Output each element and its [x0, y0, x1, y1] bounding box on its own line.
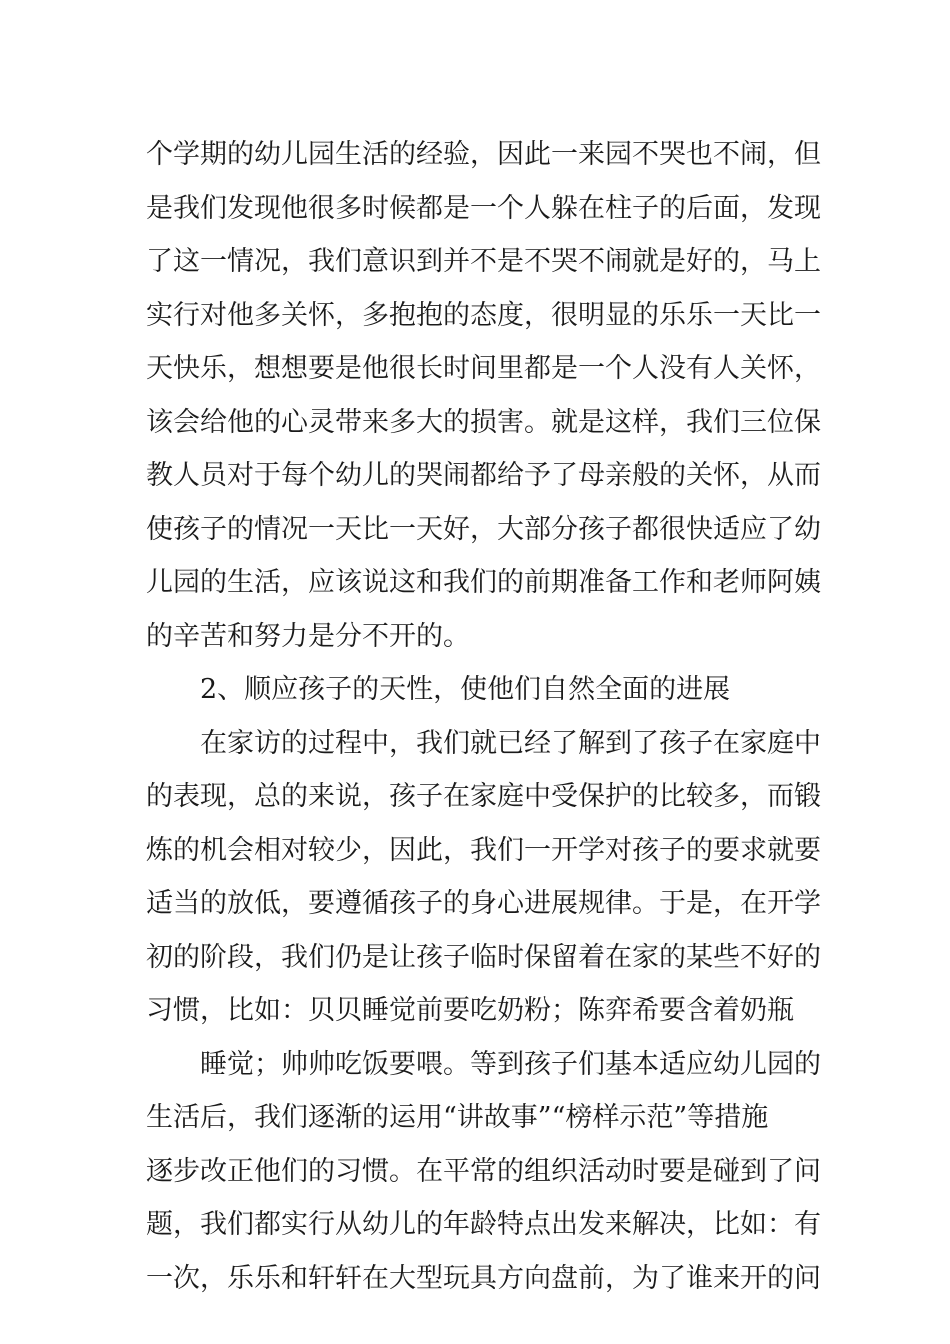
text-line: 教人员对于每个幼儿的哭闹都给予了母亲般的关怀，从而 [146, 460, 821, 491]
text-line: 个学期的幼儿园生活的经验，因此一来园不哭也不闹，但 [146, 139, 821, 170]
text-line: 该会给他的心灵带来多大的损害。就是这样，我们三位保 [146, 406, 821, 438]
text-line: 在家访的过程中，我们就已经了解到了孩子在家庭中 [200, 727, 821, 759]
text-line: 初的阶段，我们仍是让孩子临时保留着在家的某些不好的 [146, 941, 821, 973]
text-line: 的表现，总的来说，孩子在家庭中受保护的比较多，而锻 [146, 781, 821, 812]
text-line: 题，我们都实行从幼儿的年龄特点出发来解决，比如：有 [146, 1209, 821, 1240]
text-line: 实行对他多关怀，多抱抱的态度，很明显的乐乐一天比一 [146, 299, 821, 331]
text-line: 炼的机会相对较少，因此，我们一开学对孩子的要求就要 [146, 834, 821, 866]
text-line: 生活后，我们逐渐的运用“讲故事”“榜样示范”等措施 [146, 1102, 769, 1133]
text-line: 一次，乐乐和轩轩在大型玩具方向盘前，为了谁来开的问 [146, 1262, 821, 1294]
section-heading: 2、顺应孩子的天性，使他们自然全面的进展 [200, 674, 731, 705]
text-line: 是我们发现他很多时候都是一个人躲在柱子的后面，发现 [146, 192, 821, 224]
text-line: 习惯，比如：贝贝睡觉前要吃奶粉；陈弈希要含着奶瓶 [146, 995, 794, 1026]
text-line: 适当的放低，要遵循孩子的身心进展规律。于是，在开学 [146, 888, 821, 919]
text-line: 的辛苦和努力是分不开的。 [146, 620, 470, 652]
text-line: 了这一情况，我们意识到并不是不哭不闹就是好的，马上 [146, 246, 821, 277]
text-line: 逐步改正他们的习惯。在平常的组织活动时要是碰到了问 [146, 1155, 821, 1187]
text-line: 使孩子的情况一天比一天好，大部分孩子都很快适应了幼 [146, 513, 821, 545]
text-line: 天快乐，想想要是他很长时间里都是一个人没有人关怀， [146, 353, 821, 384]
text-line: 儿园的生活，应该说这和我们的前期准备工作和老师阿姨 [146, 567, 821, 598]
document-body [146, 128, 826, 1305]
text-line: 睡觉；帅帅吃饭要喂。等到孩子们基本适应幼儿园的 [200, 1048, 821, 1080]
